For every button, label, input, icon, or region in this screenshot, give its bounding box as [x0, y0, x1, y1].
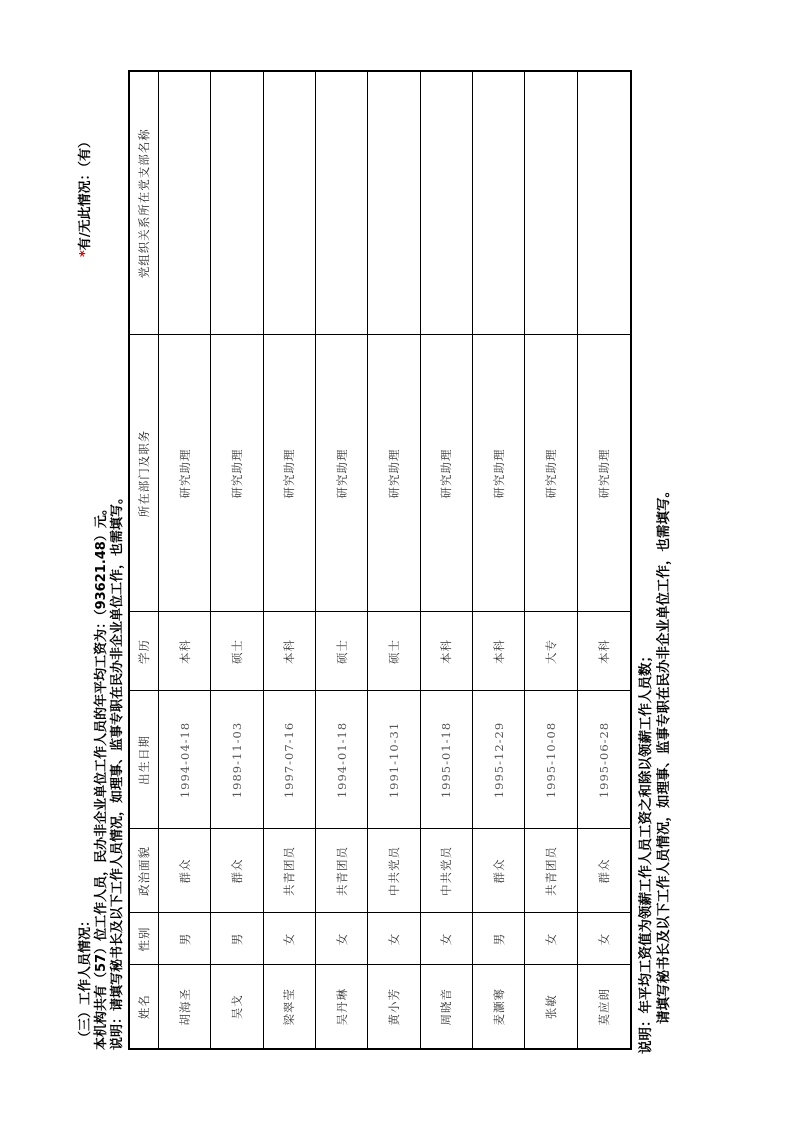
cell-department-position: 研究助理 — [420, 335, 472, 612]
cell-gender: 女 — [577, 913, 631, 965]
cell-political-status: 中共党员 — [420, 829, 472, 913]
cell-gender: 男 — [211, 913, 263, 965]
cell-birth-date: 1994-01-18 — [315, 691, 367, 829]
table-row — [420, 71, 472, 1049]
cell-department-position: 研究助理 — [211, 335, 263, 612]
header-party-branch: 党组织关系所在党支部名称 — [129, 71, 159, 335]
cell-gender: 男 — [472, 913, 524, 965]
cell-name: 张敏 — [525, 965, 577, 1049]
cell-political-status: 群众 — [577, 829, 631, 913]
cell-department-position: 研究助理 — [368, 335, 420, 612]
has-situation-line — [78, 135, 94, 257]
cell-party-branch — [315, 71, 367, 335]
staff-table — [128, 70, 632, 1050]
header-name: 姓名 — [129, 965, 159, 1049]
cell-name: 周晓音 — [420, 965, 472, 1049]
cell-education: 硕士 — [211, 612, 263, 691]
cell-department-position: 研究助理 — [472, 335, 524, 612]
cell-birth-date: 1995-10-08 — [525, 691, 577, 829]
top-note: 说明：请填写秘书长及以下工作人员情况，如理事、监事专职在民办非企业单位工作，也需填写。 — [110, 490, 125, 1050]
cell-department-position: 研究助理 — [159, 335, 211, 612]
table-row — [159, 71, 211, 1049]
cell-name: 吴丹琳 — [315, 965, 367, 1049]
cell-birth-date: 1994-04-18 — [159, 691, 211, 829]
cell-name: 胡海圣 — [159, 965, 211, 1049]
cell-party-branch — [263, 71, 315, 335]
cell-name: 吴戈 — [211, 965, 263, 1049]
cell-education: 本科 — [472, 612, 524, 691]
cell-birth-date: 1989-11-03 — [211, 691, 263, 829]
cell-education: 硕士 — [368, 612, 420, 691]
cell-birth-date: 1997-07-16 — [263, 691, 315, 829]
cell-party-branch — [525, 71, 577, 335]
cell-department-position: 研究助理 — [263, 335, 315, 612]
cell-education: 本科 — [577, 612, 631, 691]
cell-birth-date: 1995-01-18 — [420, 691, 472, 829]
table-row — [315, 71, 367, 1049]
cell-gender: 男 — [159, 913, 211, 965]
table-row — [472, 71, 524, 1049]
cell-education: 大专 — [525, 612, 577, 691]
cell-political-status: 群众 — [159, 829, 211, 913]
cell-political-status: 共青团员 — [315, 829, 367, 913]
cell-department-position: 研究助理 — [315, 335, 367, 612]
cell-name: 莫应朗 — [577, 965, 631, 1049]
cell-gender: 女 — [263, 913, 315, 965]
table-header-row — [129, 71, 159, 1049]
table-row — [211, 71, 263, 1049]
cell-party-branch — [159, 71, 211, 335]
cell-party-branch — [420, 71, 472, 335]
cell-name: 黄小芳 — [368, 965, 420, 1049]
cell-political-status: 共青团员 — [263, 829, 315, 913]
required-marker: * — [78, 250, 93, 257]
cell-birth-date: 1995-12-29 — [472, 691, 524, 829]
header-gender: 性别 — [129, 913, 159, 965]
cell-party-branch — [211, 71, 263, 335]
cell-education: 本科 — [420, 612, 472, 691]
cell-birth-date: 1995-06-28 — [577, 691, 631, 829]
bottom-note-2: 请填写秘书长及以下工作人员情况，如理事、监事专职在民办非企业单位工作，也需填写。 — [656, 484, 672, 1024]
cell-gender: 女 — [368, 913, 420, 965]
cell-education: 本科 — [263, 612, 315, 691]
has-situation-text: 有/无此情况：（有） — [78, 134, 93, 251]
cell-gender: 女 — [315, 913, 367, 965]
cell-name: 麦灏骞 — [472, 965, 524, 1049]
cell-political-status: 共青团员 — [525, 829, 577, 913]
cell-political-status: 群众 — [472, 829, 524, 913]
table-row — [263, 71, 315, 1049]
cell-political-status: 群众 — [211, 829, 263, 913]
cell-department-position: 研究助理 — [525, 335, 577, 612]
cell-education: 硕士 — [315, 612, 367, 691]
header-education: 学历 — [129, 612, 159, 691]
table-row — [525, 71, 577, 1049]
cell-name: 梁翠莹 — [263, 965, 315, 1049]
header-birth-date: 出生日期 — [129, 691, 159, 829]
cell-party-branch — [368, 71, 420, 335]
cell-party-branch — [577, 71, 631, 335]
cell-gender: 女 — [420, 913, 472, 965]
header-department-position: 所在部门及职务 — [129, 335, 159, 612]
cell-education: 本科 — [159, 612, 211, 691]
table-row — [577, 71, 631, 1049]
cell-gender: 女 — [525, 913, 577, 965]
table-row — [368, 71, 420, 1049]
bottom-note-1: 说明：年平均工资值为领薪工作人员工资之和除以领薪工作人员数； — [638, 649, 654, 1054]
section-title: （三）工作人员情况： — [78, 913, 93, 1044]
cell-political-status: 中共党员 — [368, 829, 420, 913]
cell-department-position: 研究助理 — [577, 335, 631, 612]
staff-count-line: 本机构共有（57）位工作人员，民办非企业单位工作人员的年平均工资为：（93621.48）元。 — [94, 502, 109, 1050]
header-political-status: 政治面貌 — [129, 829, 159, 913]
cell-party-branch — [472, 71, 524, 335]
cell-birth-date: 1991-10-31 — [368, 691, 420, 829]
